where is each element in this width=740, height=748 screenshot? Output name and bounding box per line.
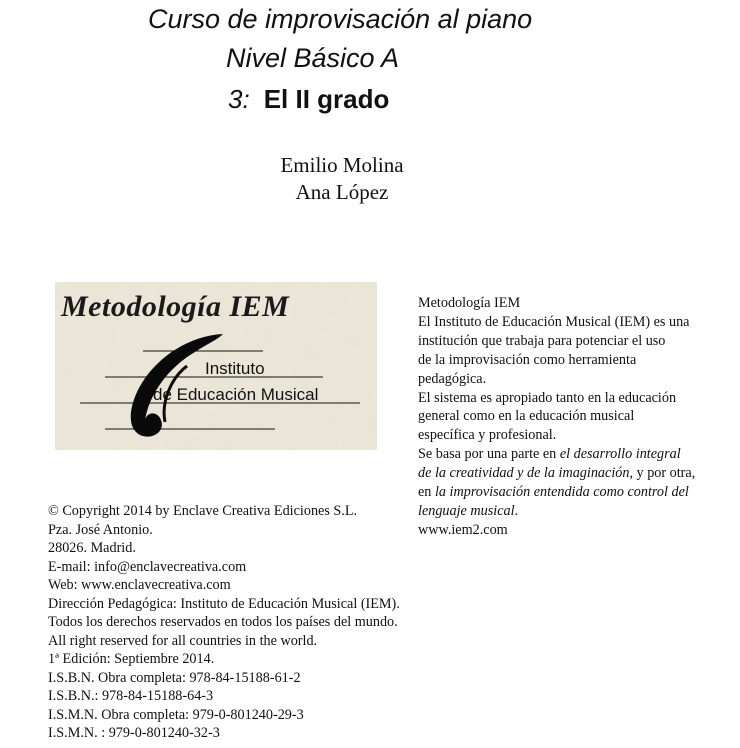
description-emphasis: el desarrollo integral: [559, 446, 681, 463]
logo-brand-text: Metodología IEM: [61, 290, 290, 323]
description-text: Se basa por una parte en: [418, 446, 560, 463]
description-line: El sistema es apropiado tanto en la educación: [418, 389, 677, 406]
description-emphasis: la improvisación entendida como control del: [434, 484, 689, 501]
description-text: , y por otra,: [629, 465, 696, 482]
iem-logo: [55, 282, 377, 450]
description-line: [418, 445, 736, 464]
lesson-heading: [228, 84, 389, 115]
address-line: Pza. José Antonio.: [48, 521, 153, 538]
web-line: Web: www.enclavecreativa.com: [48, 577, 231, 593]
lesson-title: El II grado: [263, 84, 390, 114]
ismn-line: I.S.M.N. : 979-0-801240-32-3: [48, 725, 220, 741]
logo-institute-line1: Instituto: [205, 359, 265, 378]
logo-institute-line2: de Educación Musical: [153, 385, 319, 404]
description-line: pedagógica.: [418, 370, 487, 387]
description-line: El Instituto de Educación Musical (IEM) es una: [418, 313, 690, 330]
description-line: Metodología IEM: [418, 295, 521, 311]
description-line: de la improvisación como herramienta: [418, 351, 637, 368]
direction-line: Dirección Pedagógica: Instituto de Educación Musical (IEM).: [48, 595, 400, 612]
description-line: institución que trabaja para potenciar el uso: [418, 332, 666, 349]
description-emphasis: lenguaje musical: [418, 502, 515, 519]
authors: [200, 152, 484, 206]
description-line: [418, 483, 736, 502]
city-line: 28026. Madrid.: [48, 540, 136, 556]
description-line: general como en la educación musical: [418, 408, 635, 425]
description-text: en: [418, 484, 435, 501]
author-name: Ana López: [295, 180, 389, 204]
edition-line: 1ª Edición: Septiembre 2014.: [48, 651, 215, 667]
isbn-line: I.S.B.N.: 978-84-15188-64-3: [48, 688, 214, 704]
ismn-complete-line: I.S.M.N. Obra completa: 979-0-801240-29-3: [48, 706, 304, 723]
lesson-number: 3:: [228, 84, 250, 114]
author-name: Emilio Molina: [280, 153, 404, 177]
website-text: www.iem2.com: [418, 521, 508, 538]
copyright-block: [48, 502, 518, 743]
description-emphasis: de la creatividad y de la imaginación: [418, 465, 630, 482]
isbn-complete-line: I.S.B.N. Obra completa: 978-84-15188-61-2: [48, 669, 301, 686]
description-text: .: [514, 502, 519, 519]
email-line: E-mail: info@enclavecreativa.com: [48, 558, 247, 575]
rights-line-en: All right reserved for all countries in the world.: [48, 632, 318, 649]
course-title: Curso de improvisación al piano: [148, 4, 533, 34]
rights-line: Todos los derechos reservados en todos los países del mundo.: [48, 614, 398, 630]
description-line: [418, 464, 736, 483]
copyright-line: © Copyright 2014 by Enclave Creativa Ediciones S.L.: [48, 503, 358, 519]
level-title: Nivel Básico A: [226, 43, 400, 73]
description-line: específica y profesional.: [418, 427, 557, 444]
